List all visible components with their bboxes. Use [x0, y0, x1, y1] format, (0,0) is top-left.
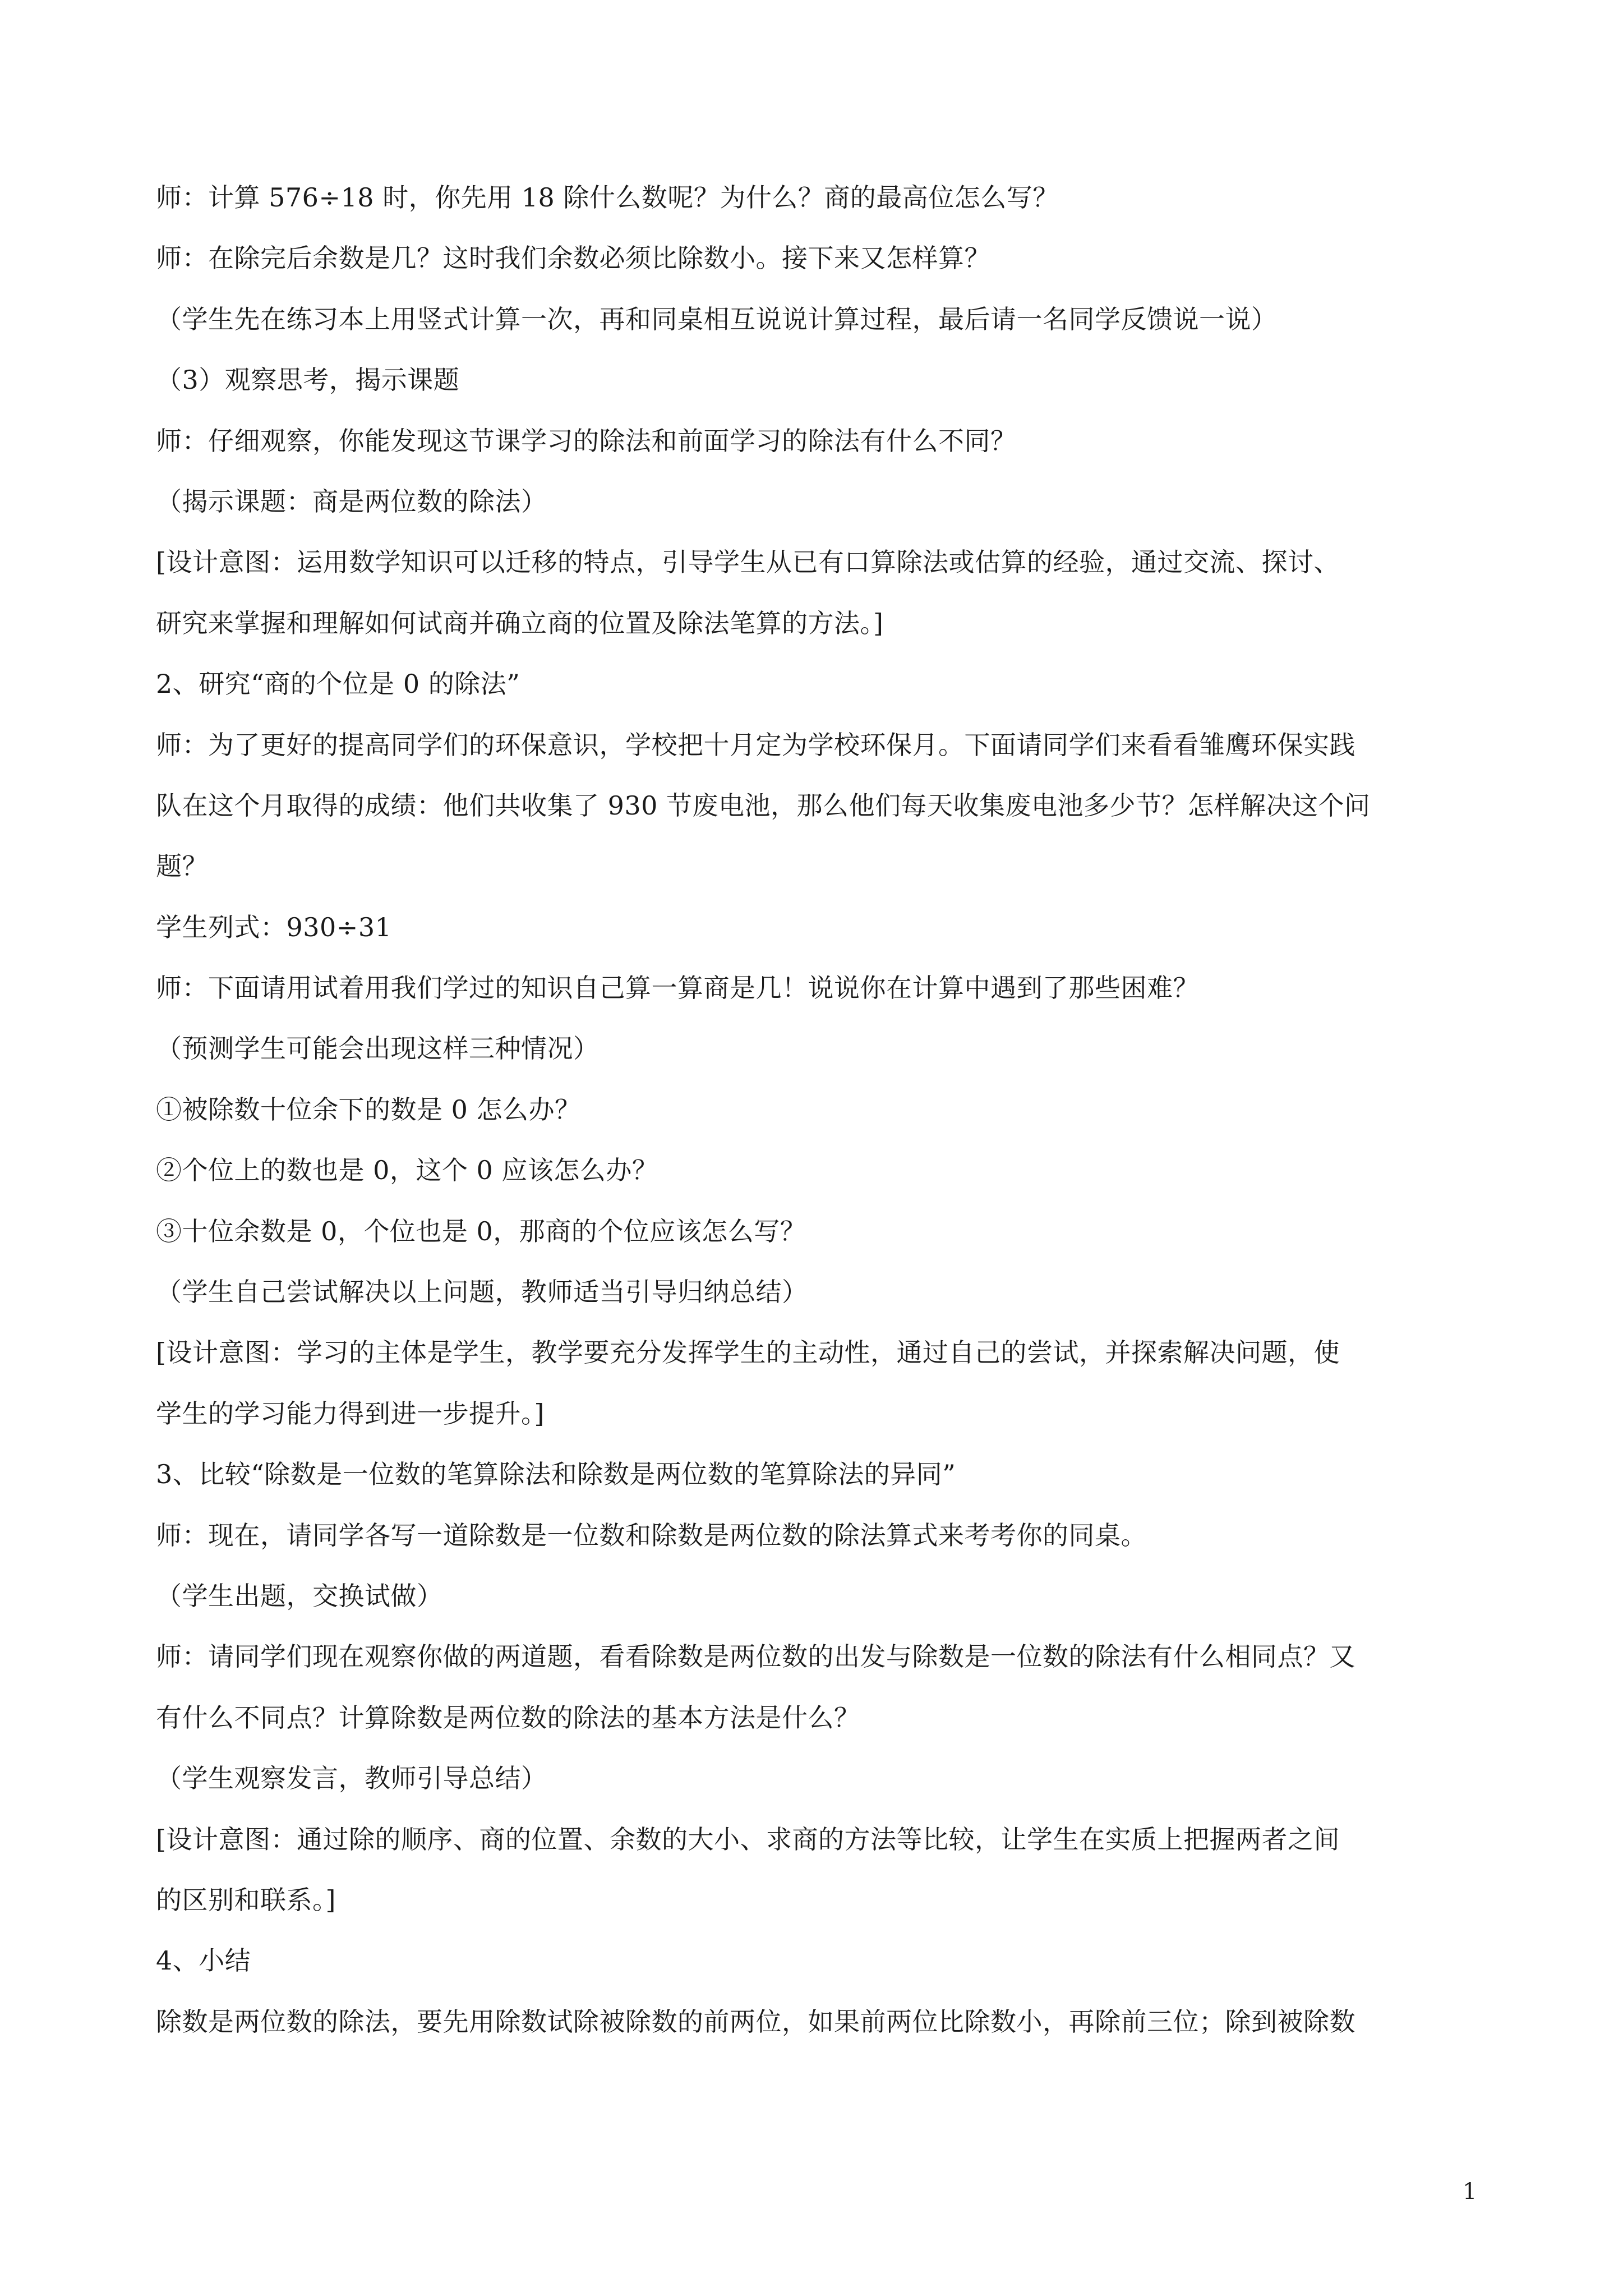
text-line: 师：请同学们现在观察你做的两道题，看看除数是两位数的出发与除数是一位数的除法有什么相同点？又: [156, 1641, 1355, 1672]
text-line: 师：计算 576÷18 时，你先用 18 除什么数呢？为什么？商的最高位怎么写？: [156, 182, 1059, 213]
text-line: （学生出题，交换试做）: [156, 1580, 443, 1611]
section-heading: 2、研究“商的个位是 0 的除法”: [156, 669, 520, 700]
body-text: [156, 167, 1479, 2052]
list-item: ①被除数十位余下的数是 0 怎么办？: [156, 1094, 581, 1125]
design-intent-line: 研究来掌握和理解如何试商并确立商的位置及除法笔算的方法。]: [156, 608, 884, 638]
design-intent-line: 学生的学习能力得到进一步提升。]: [156, 1398, 545, 1429]
list-item: ②个位上的数也是 0，这个 0 应该怎么办？: [156, 1155, 658, 1186]
text-line: 学生列式：930÷31: [156, 912, 392, 942]
text-line: 除数是两位数的除法，要先用除数试除被除数的前两位，如果前两位比除数小，再除前三位；除到被除数: [156, 2006, 1355, 2037]
design-intent-line: 的区别和联系。]: [156, 1884, 336, 1915]
text-line: 师：在除完后余数是几？这时我们余数必须比除数小。接下来又怎样算？: [156, 243, 990, 274]
text-line: 题？: [156, 851, 208, 882]
text-line: 有什么不同点？计算除数是两位数的除法的基本方法是什么？: [156, 1702, 860, 1733]
design-intent-line: [设计意图：运用数学知识可以迁移的特点，引导学生从已有口算除法或估算的经验，通过交流、探讨、: [156, 547, 1340, 578]
text-line: 师：仔细观察，你能发现这节课学习的除法和前面学习的除法有什么不同？: [156, 425, 1017, 456]
list-item: ③十位余数是 0，个位也是 0，那商的个位应该怎么写？: [156, 1216, 806, 1246]
text-line: （揭示课题：商是两位数的除法）: [156, 486, 547, 517]
section-heading: 3、比较“除数是一位数的笔算除法和除数是两位数的笔算除法的异同”: [156, 1459, 956, 1490]
page-number: 1: [1463, 2179, 1477, 2205]
text-line: （学生先在练习本上用竖式计算一次，再和同桌相互说说计算过程，最后请一名同学反馈说一说）: [156, 303, 1278, 334]
text-line: （学生自己尝试解决以上问题，教师适当引导归纳总结）: [156, 1277, 808, 1308]
design-intent-line: [设计意图：学习的主体是学生，教学要充分发挥学生的主动性，通过自己的尝试，并探索解决问题，使: [156, 1337, 1340, 1368]
design-intent-line: [设计意图：通过除的顺序、商的位置、余数的大小、求商的方法等比较，让学生在实质上把握两者之间: [156, 1824, 1340, 1855]
section-heading: （3）观察思考，揭示课题: [156, 365, 460, 395]
text-line: （学生观察发言，教师引导总结）: [156, 1763, 547, 1794]
text-line: 师：为了更好的提高同学们的环保意识，学校把十月定为学校环保月。下面请同学们来看看雏鹰环保实践: [156, 729, 1355, 760]
text-line: 队在这个月取得的成绩：他们共收集了 930 节废电池，那么他们每天收集废电池多少节？怎样解决这个问: [156, 790, 1371, 821]
text-line: 师：下面请用试着用我们学过的知识自己算一算商是几！说说你在计算中遇到了那些困难？: [156, 973, 1199, 1004]
section-heading: 4、小结: [156, 1945, 251, 1976]
text-line: 师：现在，请同学各写一道除数是一位数和除数是两位数的除法算式来考考你的同桌。: [156, 1520, 1147, 1550]
text-line: （预测学生可能会出现这样三种情况）: [156, 1033, 600, 1064]
